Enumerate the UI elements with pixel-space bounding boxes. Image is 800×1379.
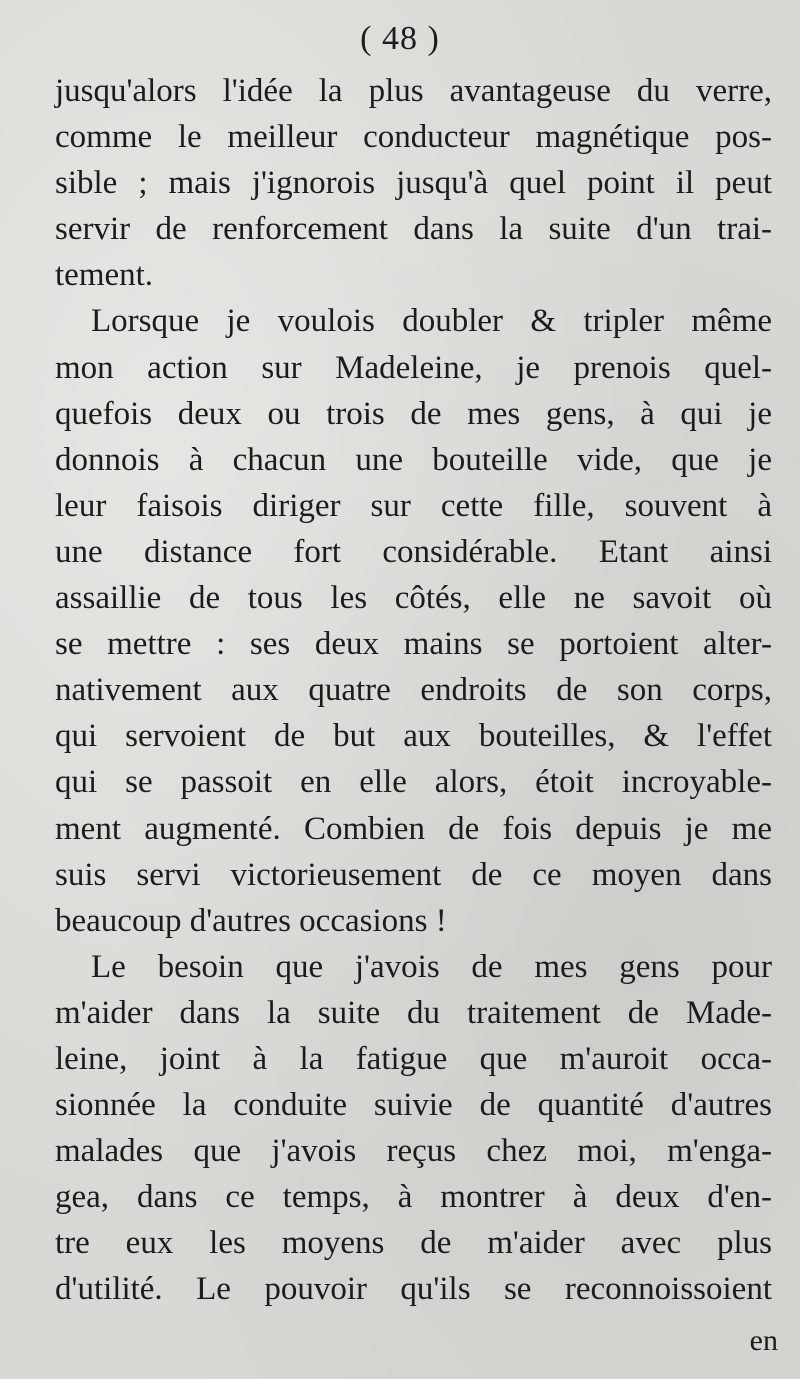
text-line: sionnée la conduite suivie de quantité d'autres: [55, 1087, 772, 1124]
text-line: leine, joint à la fatigue que m'auroit occa-: [55, 1040, 772, 1077]
body-text: [55, 68, 772, 1313]
text-line: beaucoup d'autres occasions !: [55, 902, 447, 939]
text-line: servir de renforcement dans la suite d'un trai-: [55, 211, 772, 248]
paragraph-first-line: Le besoin que j'avois de mes gens pour: [91, 948, 772, 985]
text-line: comme le meilleur conducteur magnétique pos-: [55, 119, 772, 156]
text-line: tement.: [55, 257, 154, 294]
text-line: mon action sur Madeleine, je prenois quel-: [55, 349, 772, 386]
text-line: gea, dans ce temps, à montrer à deux d'en-: [55, 1179, 772, 1216]
text-line: leur faisois diriger sur cette fille, souvent à: [55, 487, 772, 524]
text-line: quefois deux ou trois de mes gens, à qui je: [55, 395, 772, 432]
text-line: qui servoient de but aux bouteilles, & l'effet: [55, 718, 772, 755]
text-line: donnois à chacun une bouteille vide, que je: [55, 441, 772, 478]
text-line: qui se passoit en elle alors, étoit incroyable-: [55, 764, 772, 801]
text-line: ment augmenté. Combien de fois depuis je me: [55, 810, 772, 847]
text-line: tre eux les moyens de m'aider avec plus: [55, 1225, 772, 1262]
text-line: assaillie de tous les côtés, elle ne savoit où: [55, 580, 772, 617]
text-line: suis servi victorieusement de ce moyen dans: [55, 856, 772, 893]
page-number: ( 48 ): [360, 20, 440, 57]
text-line: m'aider dans la suite du traitement de Made-: [55, 994, 772, 1031]
paragraph-first-line: Lorsque je voulois doubler & tripler même: [91, 303, 772, 340]
text-line: d'utilité. Le pouvoir qu'ils se reconnoissoient: [55, 1271, 772, 1308]
text-line: malades que j'avois reçus chez moi, m'enga-: [55, 1133, 772, 1170]
text-line: se mettre : ses deux mains se portoient alter-: [55, 626, 772, 663]
text-line: sible ; mais j'ignorois jusqu'à quel point il peut: [55, 165, 772, 202]
text-line: une distance fort considérable. Etant ainsi: [55, 533, 772, 570]
text-line: jusqu'alors l'idée la plus avantageuse du verre,: [55, 73, 772, 109]
text-line: nativement aux quatre endroits de son corps,: [55, 672, 772, 709]
catchword: en: [749, 1324, 778, 1357]
